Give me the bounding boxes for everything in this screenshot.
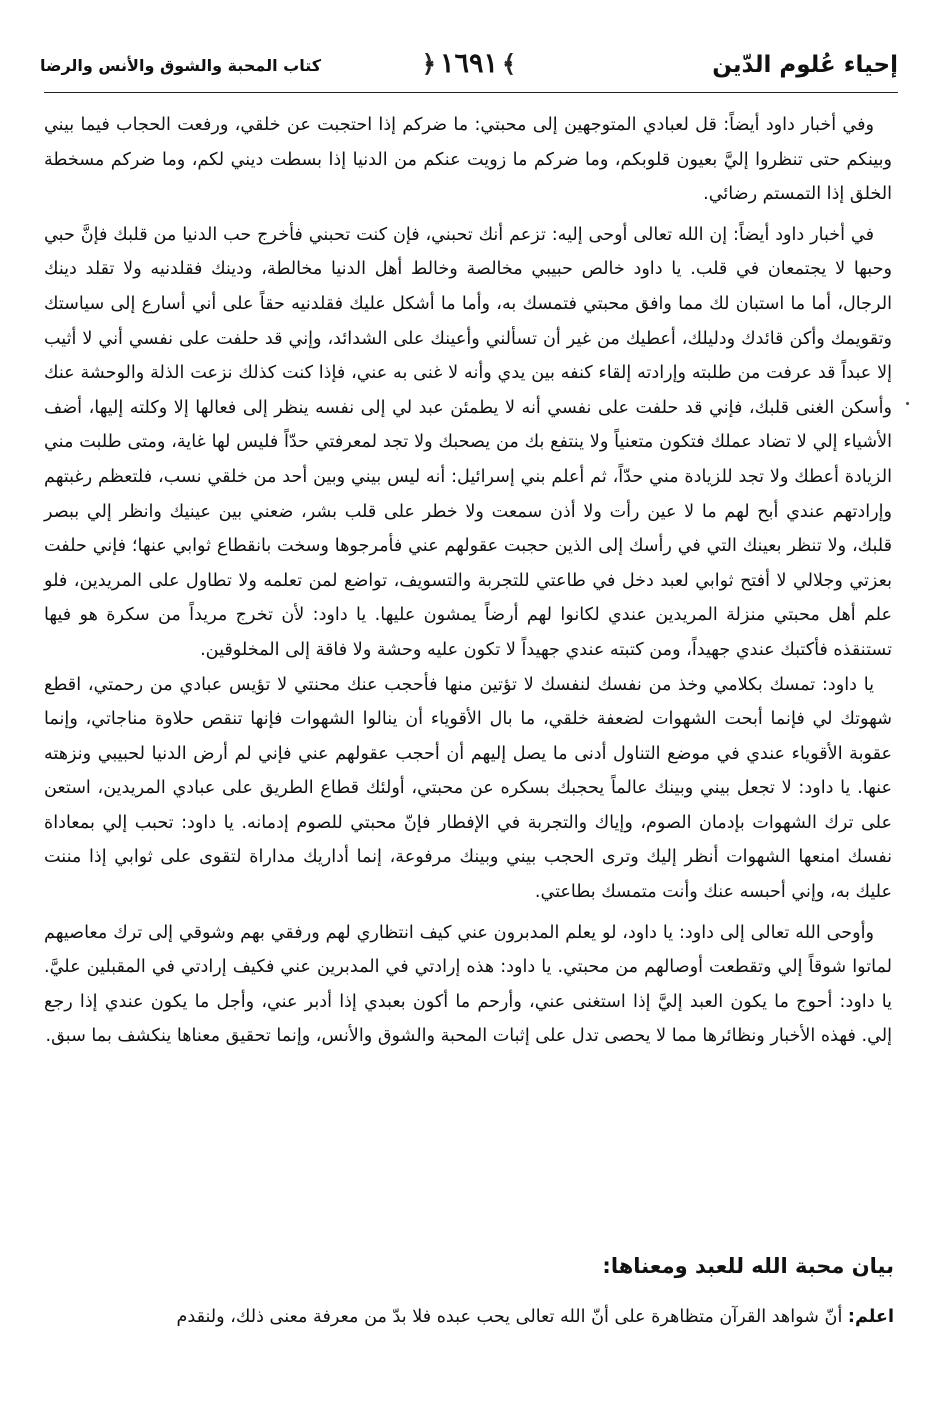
paragraph: في أخبار داود أيضاً: إن الله تعالى أوحى إليه: تزعم أنك تحبني، فإن كنت تحبني فأخرج حب الدنيا من قلبك فإنَّ حبي وحبها لا يجتمعان في قلب. يا داود خالص حبيبي مخالصة وخالط أهل الدنيا مخالطة، ودينك فقلدنيه ولا تقلد دينك الرجال، أما ما استبان لك مما وافق محبتي فتمسك به، وأما ما أشكل عليك فقلدنيه حقاً على أني أسارع إلى سياستك وتقويمك وأكن قائدك ودليلك، أعطيك من غير أن تسألني وأعينك على الشدائد، وإني قد حلفت على نفسي أني لا أثيب إلا عبداً قد عرفت من طلبته وإرادته إلقاء كنفه بين يدي وأنه لا غنى به عني، فإذا كنت كذلك نزعت الذلة والوحشة عنك وأسكن الغنى قلبك، فإني قد حلفت على نفسي أنه لا يطمئن عبد لي إلى نفسه ينظر إلى فعالها إلا وكلته إليها، أضف الأشياء إلي لا تضاد عملك فتكون متعنياً ولا ينتفع بك من يصحبك ولا تجد لمعرفتي حدّاً فليس لها غاية، ومتى طلبت مني الزيادة أعطك ولا تجد للزيادة مني حدّاً، ثم أعلم بني إسرائيل: أنه ليس بيني وبين أحد من خلقي نسب، فلتعظم رغبتهم وإرادتهم عندي أبح لهم ما لا عين رأت ولا أذن سمعت ولا خطر على قلب بشر، ضعني بين عينيك وانظر إلي ببصر قلبك، ولا تنظر بعينك التي في رأسك إلى الذين حجبت عقولهم عني فأمرجوها وسخت بانقطاع ثوابي عنها؛ فإني حلفت بعزتي وجلالي لا أفتح ثوابي لعبد دخل في طاعتي للتجربة والتسويف، تواضع لمن تعلمه ولا تطاول على المريدين، فلو علم أهل محبتي منزلة المريدين عندي لكانوا لهم أرضاً يمشون عليها. يا داود: لأن تخرج مريداً من سكرة هو فيها تستنقذه فأكتبك عندي جهيداً، ومن كتبته عندي جهيداً لا تكون عليه وحشة ولا فاقة إلى المخلوقين.	[44, 224, 892, 660]
book-title: إحياء عُلوم الدّين	[712, 52, 898, 78]
final-paragraph	[44, 1300, 894, 1334]
header-rule	[44, 92, 898, 93]
section-heading: بيان محبة الله للعبد ومعناها:	[602, 1254, 894, 1278]
left-ornament-icon: ﴿	[421, 49, 436, 78]
page-number-text: ١٦٩١	[439, 48, 498, 79]
main-text	[44, 108, 892, 1054]
paragraph: يا داود: تمسك بكلامي وخذ من نفسك لنفسك لا تؤتين منها فأحجب عنك محنتي لا تؤيس عبادي من رحمتي، اقطع شهوتك لي فإنما أبحت الشهوات لضعفة خلقي، ما بال الأقوياء أن ينالوا الشهوات فإنها تنقص حلاوة مناجاتي، وإنما عقوبة الأقوياء عندي في موضع التناول أدنى ما يصل إليهم أن أحجب عقولهم عني فإني لم أرض الدنيا لحبيبي ونزهته عنها. يا داود: لا تجعل بيني وبينك عالماً يحجبك بسكره عن محبتي، أولئك قطاع الطريق على عبادي المريدين، استعن على ترك الشهوات بإدمان الصوم، وإياك والتجربة في الإفطار فإنّ محبتي للصوم إدمانه. يا داود: تحبب إلي بمعاداة نفسك امنعها الشهوات أنظر إليك وترى الحجب بيني وبينك مرفوعة، إنما أداريك مداراة لتقوى على ثوابي إذا مننت عليك به، وإني أحبسه عنك وأنت متمسك بطاعتي.	[44, 674, 892, 903]
margin-mark	[906, 402, 909, 405]
final-paragraph-text: أنّ شواهد القرآن متظاهرة على أنّ الله تعالى يحب عبده فلا بدّ من معرفة معنى ذلك، ولنقدم	[176, 1307, 848, 1327]
chapter-title: كتاب المحبة والشوق والأنس والرضا	[40, 56, 322, 75]
paragraph: وفي أخبار داود أيضاً: قل لعبادي المتوجهين إلى محبتي: ما ضركم إذا احتجبت عن خلقي، ورفعت الحجاب فيما بيني وبينكم حتى تنظروا إليَّ بعيون قلوبكم، وما ضركم ما زويت عنكم من الدنيا إذا بسطت ديني لكم، وما ضركم مسخطة الخلق إذا التمستم رضائي.	[44, 115, 892, 205]
paragraph: وأوحى الله تعالى إلى داود: يا داود، لو يعلم المدبرون عني كيف انتظاري لهم ورفقي بهم وشوقي إلى ترك معاصيهم لماتوا شوقاً إلي وتقطعت أوصالهم من محبتي. يا داود: هذه إرادتي في المدبرين عني فكيف إرادتي في المقبلين عليَّ. يا داود: أحوج ما يكون العبد إليَّ إذا استغنى عني، وأرحم ما أكون بعبدي إذا أدبر عني، وأجل ما يكون عندي إذا رجع إلي. فهذه الأخبار ونظائرها مما لا يحصى تدل على إثبات المحبة والشوق والأنس، وإنما تحقيق معناها ينكشف بما سبق.	[44, 922, 892, 1047]
page-header	[40, 48, 898, 92]
final-paragraph-lead: اعلم:	[847, 1307, 894, 1327]
right-ornament-icon: ﴾	[502, 49, 517, 78]
